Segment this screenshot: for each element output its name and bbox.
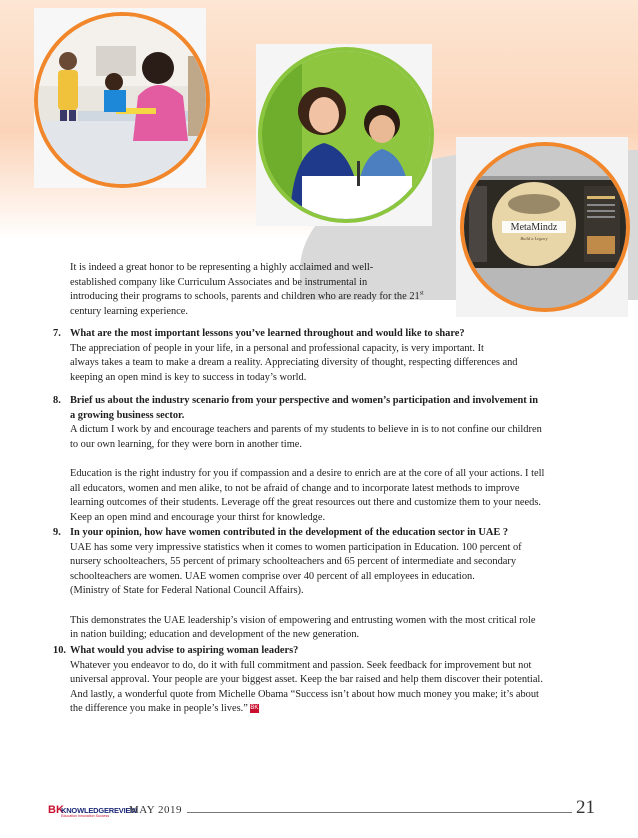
intro-line-text: introducing their programs to schools, parents and children who are ready for the 21 (70, 291, 420, 303)
question-heading: Brief us about the industry scenario from your perspective and women’s participation and involvement in (70, 395, 538, 406)
logo-name: KNOWLEDGEREVIEW (61, 806, 138, 815)
answer-line: Education is the right industry for you if compassion and a desire to enrich are at the core of all your actions. I tell (70, 467, 545, 479)
teacher-child-photo (258, 47, 434, 223)
question-number: 7. (53, 328, 61, 339)
intro-line (70, 290, 450, 305)
question-heading: What are the most important lessons you’ve learned throughout and would like to share? (70, 328, 465, 339)
sign-tagline: Build a Legacy (520, 236, 548, 241)
question-7 (53, 327, 583, 385)
answer-line: A dictum I work by and encourage teachers and parents of my students to believe in is to not confine our children (70, 424, 542, 436)
question-number: 10. (53, 645, 66, 656)
answer-line: learning outcomes of their students. Leverage off the great resources out there and customize them to your needs. (70, 497, 541, 509)
footer-divider (187, 812, 572, 813)
question-9 (53, 526, 583, 643)
answer-line-text: the difference you make in people’s lives.” (70, 703, 248, 715)
knowledge-review-logo (48, 804, 138, 818)
answer-line: in nation building; education and development of the new generation. (70, 629, 360, 641)
logo-bk: BK (48, 804, 64, 816)
answer-line: Whatever you endeavor to do, do it with full commitment and passion. Seek feedback for improvement but not (70, 659, 532, 671)
answer-line: UAE has some very impressive statistics when it comes to women participation in Education. 100 percent of (70, 541, 522, 553)
answer-line: universal approval. Your people are your biggest asset. Keep the bar raised and help them discover their potential. (70, 674, 543, 686)
answer-line (70, 702, 583, 717)
question-heading: a growing business sector. (70, 409, 185, 421)
answer-line: This demonstrates the UAE leadership’s vision of empowering and entrusting women with the most critical role (70, 614, 536, 626)
answer-line: And lastly, a wonderful quote from Michelle Obama “Success isn’t about how much money you make; it’s about (70, 688, 539, 700)
answer-line: keeping an open mind is key to success in today’s world. (70, 371, 307, 383)
intro-superscript: st (419, 290, 424, 297)
answer-line: The appreciation of people in your life, in a personal and professional capacity, is very important. It (70, 342, 484, 354)
answer-line: all educators, women and men alike, to not be afraid of change and to incorporate latest methods to improve (70, 482, 520, 494)
end-of-article-icon: BK (250, 705, 259, 712)
intro-line: It is indeed a great honor to be representing a highly acclaimed and well- (70, 262, 374, 273)
issue-date: MAY 2019 (129, 804, 183, 816)
classroom-photo (34, 12, 210, 188)
logo-tagline: Education Innovation Success (61, 814, 110, 818)
intro-line: established company like Curriculum Associates and be instrumental in (70, 276, 368, 288)
question-8 (53, 394, 583, 525)
question-heading: What would you advise to aspiring woman leaders? (70, 645, 299, 656)
intro-line: century learning experience. (70, 305, 188, 317)
answer-line: (Ministry of State for Federal National Council Affairs). (70, 585, 304, 597)
answer-line: Keep an open mind and encourage your thirst for knowledge. (70, 511, 326, 523)
sign-brand: MetaMindz (510, 222, 558, 233)
answer-line: to our own learning, for they were born in another time. (70, 438, 302, 450)
answer-line: nursery schoolteachers, 55 percent of primary schoolteachers and 65 percent of intermediate and secondary (70, 556, 517, 568)
answer-line: always takes a team to make a dream a reality. Appreciating diversity of thought, respecting differences and (70, 357, 518, 369)
question-10 (53, 644, 583, 717)
question-number: 8. (53, 395, 61, 406)
answer-line: schoolteachers are women. UAE women comprise over 40 percent of all employees in education. (70, 570, 475, 582)
page-number: 21 (576, 797, 595, 818)
question-heading: In your opinion, how have women contributed in the development of the education sector in UAE ? (70, 527, 509, 538)
metamindz-sign-photo (460, 142, 630, 312)
intro-paragraph (70, 261, 450, 319)
question-number: 9. (53, 527, 61, 538)
